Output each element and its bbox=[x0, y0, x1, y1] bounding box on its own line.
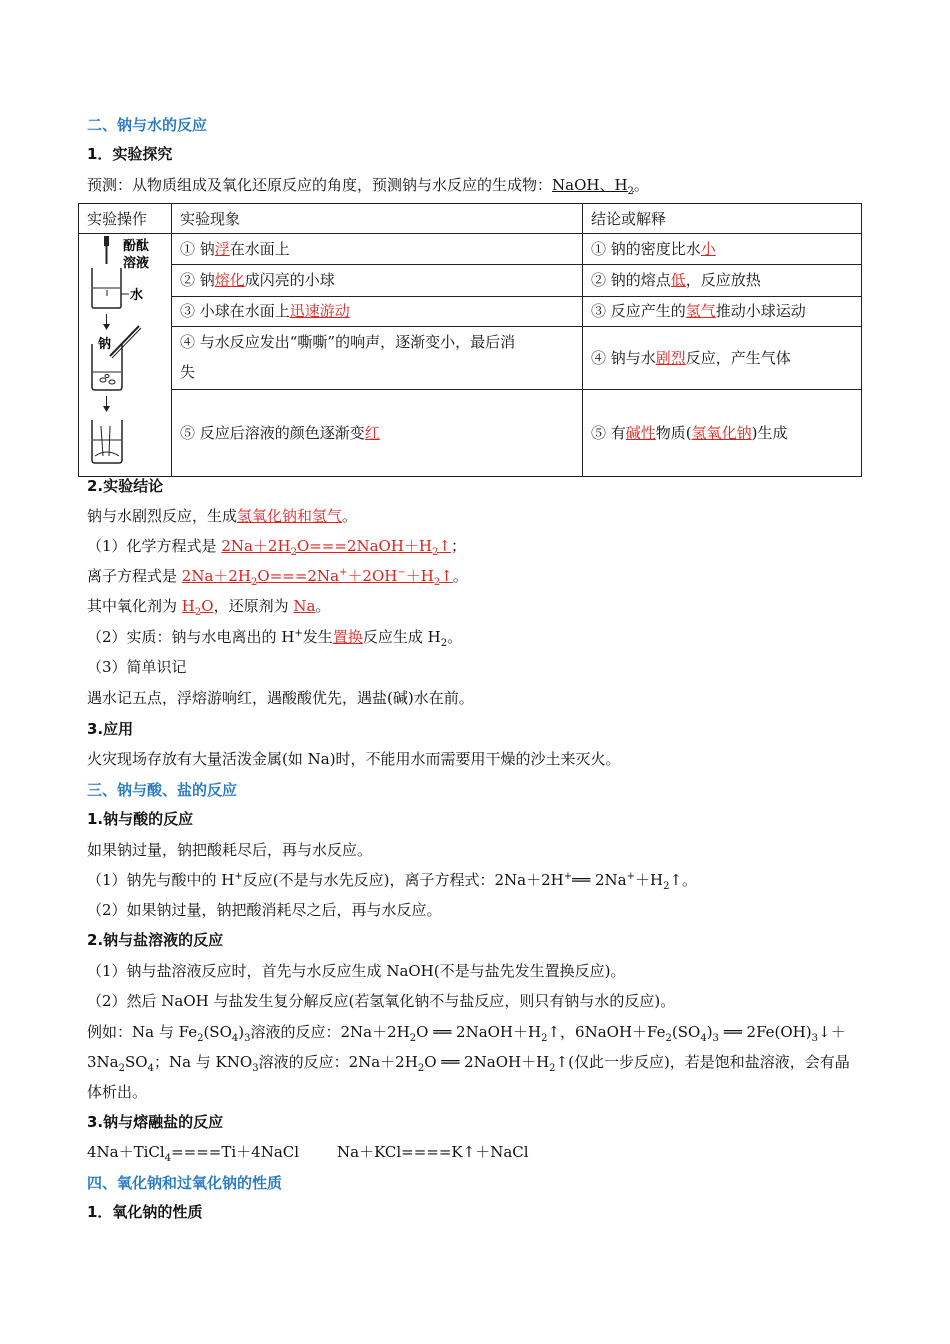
header-phenomenon: 实验现象 bbox=[172, 204, 583, 234]
conclusion-2: ② 钠的熔点低，反应放热 bbox=[583, 264, 862, 296]
conclusion-4: ④ 钠与水剧烈反应，产生气体 bbox=[583, 327, 862, 390]
subheading-experiment: 1．实验探究 bbox=[87, 145, 173, 163]
subheading-molten-salt: 3.钠与熔融盐的反应 bbox=[87, 1113, 224, 1131]
subheading-sodium-oxide: 1．氧化钠的性质 bbox=[87, 1203, 203, 1221]
label-water: 水 bbox=[130, 288, 144, 303]
subheading-application: 3.应用 bbox=[87, 720, 134, 738]
salt-line-1: （1）钠与盐溶液反应时，首先与水反应生成 NaOH(不是与盐先发生置换反应)。 bbox=[87, 962, 626, 980]
conclusion-1: ① 钠的密度比水小 bbox=[583, 234, 862, 265]
phenomenon-1: ① 钠浮在水面上 bbox=[172, 234, 583, 265]
experiment-illustration bbox=[79, 234, 172, 477]
conclusion-3: ③ 反应产生的氢气推动小球运动 bbox=[583, 296, 862, 327]
memory-text: 遇水记五点，浮熔游响红，遇酸酸优先，遇盐(碱)水在前。 bbox=[87, 689, 474, 707]
conclusion-line: 钠与水剧烈反应，生成氢氧化钠和氢气。 bbox=[87, 507, 358, 525]
label-sodium: 钠 bbox=[98, 337, 112, 352]
prediction-line: 预测：从物质组成及氧化还原反应的角度，预测钠与水反应的生成物：NaOH、$H_2$。 bbox=[87, 176, 649, 197]
essence-line: （2）实质：钠与水电离出的 H+发生置换反应生成 $H_2$。 bbox=[87, 628, 463, 649]
subheading-acid: 1.钠与酸的反应 bbox=[87, 810, 194, 828]
oxidant-reductant: 其中氧化剂为 $H_2O$，还原剂为 Na。 bbox=[87, 597, 331, 618]
application-text: 火灾现场存放有大量活泼金属(如 Na)时，不能用水而需要用干燥的沙土来灭火。 bbox=[87, 750, 621, 768]
salt-line-2: （2）然后 NaOH 与盐发生复分解反应(若氢氧化钠不与盐反应，则只有钠与水的反应)。 bbox=[87, 992, 676, 1010]
beaker-diagram bbox=[79, 234, 172, 471]
phenomenon-5: ⑤ 反应后溶液的颜色逐渐变红 bbox=[172, 389, 583, 476]
ionic-equation: 离子方程式是 $2Na+2H_2O===2Na^++2OH^-+H_2↑$。 bbox=[87, 567, 468, 588]
chemical-equation: （1）化学方程式是 $2Na+2H_2O===2NaOH+H_2↑$； bbox=[87, 537, 466, 558]
header-conclusion: 结论或解释 bbox=[583, 204, 862, 234]
section-heading-oxides: 四、氧化钠和过氧化钠的性质 bbox=[87, 1174, 283, 1192]
section-heading-sodium-water: 二、钠与水的反应 bbox=[87, 116, 208, 134]
phenomenon-2: ② 钠熔化成闪亮的小球 bbox=[172, 264, 583, 296]
section-heading-acid-salt: 三、钠与酸、盐的反应 bbox=[87, 781, 238, 799]
header-operation: 实验操作 bbox=[79, 204, 172, 234]
example-line-3: 体析出。 bbox=[87, 1083, 148, 1101]
acid-line-2: （1）钠先与酸中的 H+反应(不是与水先反应)，离子方程式：2Na＋2H+══ $2Na^++H_2↑$。 bbox=[87, 871, 698, 892]
acid-line-3: （2）如果钠过量，钠把酸消耗尽之后，再与水反应。 bbox=[87, 901, 442, 919]
example-line-1: 例如：Na 与 $Fe_2(SO_4)_3$溶液的反应：$2Na+2H_2O$ ══ $2NaOH+H_2↑$，$6NaOH+Fe_2(SO_4)_3$ ══ $2Fe(OH)_3↓+$ bbox=[87, 1023, 846, 1044]
subheading-salt-solution: 2.钠与盐溶液的反应 bbox=[87, 931, 224, 949]
experiment-table bbox=[78, 203, 862, 477]
molten-eq-2: Na＋KCl====K↑＋NaCl bbox=[337, 1143, 529, 1161]
acid-line-1: 如果钠过量，钠把酸耗尽后，再与水反应。 bbox=[87, 841, 373, 859]
example-line-2: $3Na_2SO_4$；Na 与 $KNO_3$溶液的反应：$2Na+2H_2O$ ══ $2NaOH+H_2↑$(仅此一步反应)，若是饱和盐溶液，会有晶 bbox=[87, 1053, 850, 1074]
conclusion-5: ⑤ 有碱性物质(氢氧化钠)生成 bbox=[583, 389, 862, 476]
label-solution: 溶液 bbox=[123, 256, 150, 271]
memory-title: （3）简单识记 bbox=[87, 658, 187, 676]
molten-eq-1: 4Na＋TiCl$_4$====Ti＋4NaCl bbox=[87, 1143, 300, 1164]
subheading-conclusion: 2.实验结论 bbox=[87, 477, 164, 495]
phenomenon-4: ④ 与水反应发出“嘶嘶”的响声，逐渐变小，最后消 失 bbox=[172, 327, 583, 390]
label-phenolphthalein: 酚酞 bbox=[123, 239, 150, 254]
phenomenon-3: ③ 小球在水面上迅速游动 bbox=[172, 296, 583, 327]
